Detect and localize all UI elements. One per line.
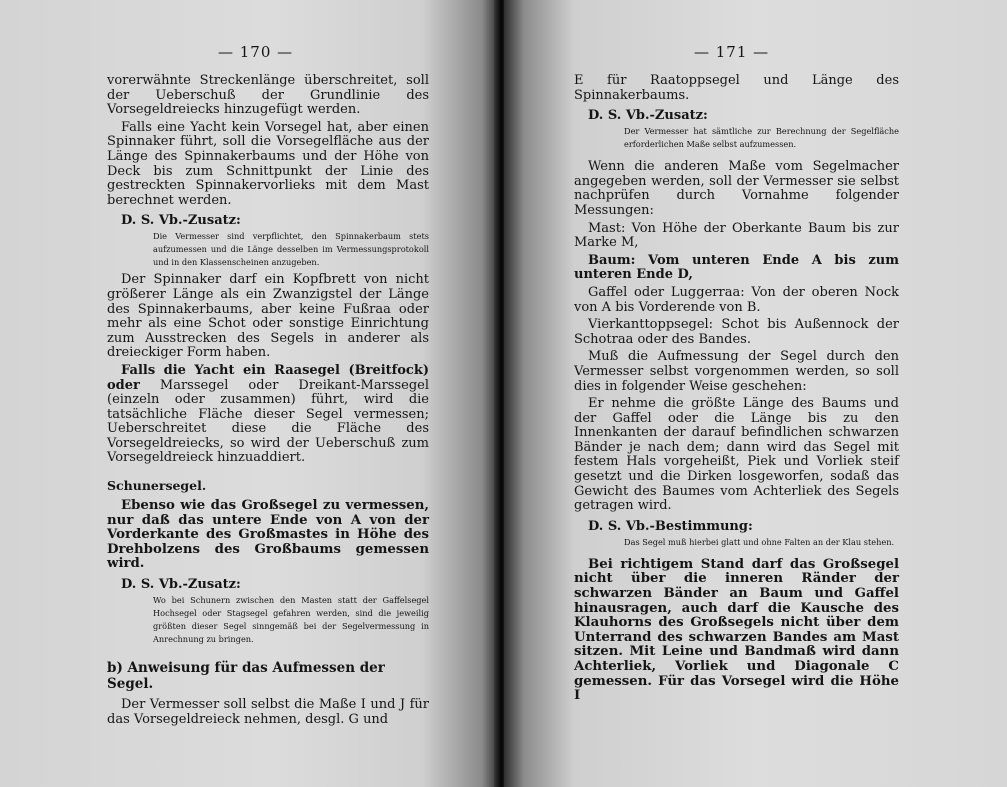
zusatz-text: Die Vermesser sind verpflichtet, den Spinnakerbaum stets aufzumessen und die Länge desselben im Vermessungsprotokoll und in den Klassenscheinen anzugeben. — [153, 231, 429, 268]
paragraph: Vierkanttoppsegel: Schot bis Außennock der Schotraa oder des Bandes. — [574, 317, 899, 347]
page-number: — 170 — — [218, 43, 294, 61]
paragraph: Er nehme die größte Länge des Baums und der Gaffel oder die Länge bis zu den Innenkanten der darauf befindlichen schwarzen Bänder je nach dem; dann wird das Segel mit festem Hals vorgeheißt, Piek und Vorliek steif gesetzt und die Dirken losgeworfen, sodaß das Gewicht des Baumes vom Achterliek des Segels getragen wird. — [574, 396, 899, 514]
bold-lead: Falls die Yacht ein Raasegel (Breitfock) oder — [107, 362, 429, 393]
zusatz-label: D. S. Vb.-Zusatz: — [588, 108, 708, 124]
page-number: — 171 — — [694, 43, 770, 61]
paragraph: Mast: Von Höhe der Oberkante Baum bis zur Marke M, — [574, 220, 899, 251]
section-heading: Schunersegel. — [107, 478, 207, 494]
right-page — [504, 0, 1007, 787]
zusatz-label: D. S. Vb.-Zusatz: — [121, 213, 241, 229]
text-column — [574, 74, 899, 704]
zusatz-text: Wo bei Schunern zwischen den Masten statt der Gaffelsegel Hochsegel oder Stagsegel gefahren werden, sind die jeweilig größten dieser Segel sinngemäß bei der Segelvermessung in Anrechnung zu bringen. — [153, 595, 429, 645]
bestimmung-label: D. S. Vb.-Bestimmung: — [588, 518, 753, 534]
zusatz-label: D. S. Vb.-Zusatz: — [121, 577, 241, 593]
paragraph: Baum: Vom unteren Ende A bis zum unteren Ende D, — [574, 252, 899, 283]
paragraph: Falls eine Yacht kein Vorsegel hat, aber einen Spinnaker führt, soll die Vorsegelfläche aus der Länge des Spinnakerbaums und der Höhe von Deck bis zum Schnittpunkt der Linie des gestreckten Spinnakervorlieks mit dem Mast berechnet werden. — [107, 119, 429, 208]
paragraph — [107, 364, 429, 466]
paragraph: Wenn die anderen Maße vom Segelmacher angegeben werden, soll der Vermesser sie selbst nachprüfen durch Vornahme folgender Messungen: — [574, 159, 899, 218]
zusatz-text: Der Vermesser hat sämtliche zur Berechnung der Segelfläche erforderlichen Maße selbst aufzumessen. — [624, 126, 899, 150]
paragraph: Muß die Aufmessung der Segel durch den Vermesser selbst vorgenommen werden, so soll dies in folgender Weise geschehen: — [574, 349, 899, 394]
paragraph: Ebenso wie das Großsegel zu vermessen, nur daß das untere Ende von A von der Vorderkante des Großmastes in Höhe des Drehbolzens des Großbaums gemessen wird. — [107, 498, 429, 572]
paragraph: E für Raatoppsegel und Länge des Spinnakerbaums. — [574, 73, 899, 103]
text-column — [107, 74, 429, 727]
paragraph: Der Spinnaker darf ein Kopfbrett von nicht größerer Länge als ein Zwanzigstel der Länge des Spinnakerbaums, aber keine Fußraa oder mehr als eine Schot oder sonstige Einrichtung zum Ausstrecken des Segels in anderer als dreieckiger Form haben. — [107, 272, 429, 361]
paragraph: Bei richtigem Stand darf das Großsegel nicht über die inneren Ränder der schwarzen Bänder an Baum und Gaffel hinausragen, auch darf die Kausche des Klauhorns des Großsegels nicht über dem Unterrand des schwarzen Bandes am Mast sitzen. Mit Leine und Bandmaß wird dann Achterliek, Vorliek und Diagonale C gemessen. Für das Vorsegel wird die Höhe I — [574, 556, 899, 704]
section-heading: b) Anweisung für das Aufmessen der Segel. — [107, 660, 385, 693]
left-page — [0, 0, 497, 787]
paragraph: Der Vermesser soll selbst die Maße I und J für das Vorsegeldreieck nehmen, desgl. G und — [107, 697, 429, 727]
bestimmung-text: Das Segel muß hierbei glatt und ohne Falten an der Klau stehen. — [624, 536, 895, 547]
paragraph: Gaffel oder Luggerraa: Von der oberen Nock von A bis Vorderende von B. — [574, 284, 899, 315]
paragraph: vorerwähnte Streckenlänge überschreitet, soll der Ueberschuß der Grundlinie des Vorsegeldreiecks hinzugefügt werden. — [107, 73, 429, 118]
paragraph-rest: Marssegel oder Dreikant-Marssegel (einzeln oder zusammen) führt, wird die tatsächliche Fläche dieser Segel vermessen; Ueberschreitet diese die Fläche des Vorsegeldreiecks, so wird der Ueberschuß zum Vorsegeldreieck hinzuaddiert. — [107, 377, 429, 466]
